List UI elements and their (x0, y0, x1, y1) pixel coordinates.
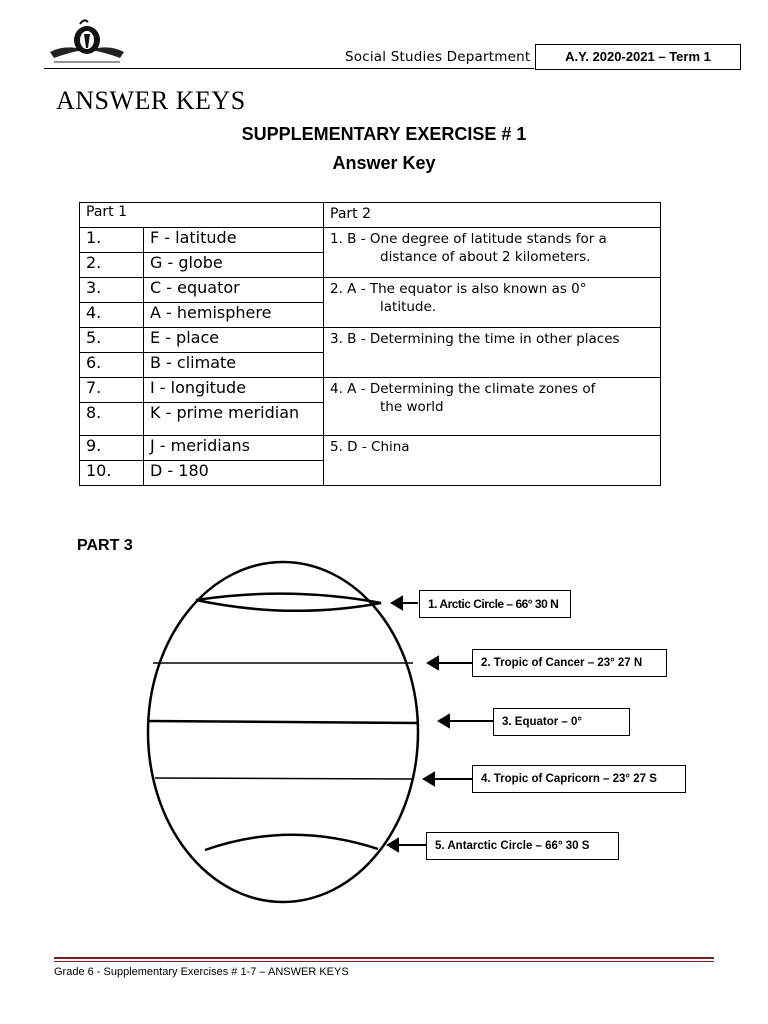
answer-table (79, 202, 661, 486)
label-antarctic-circle: 5. Antarctic Circle – 66° 30 S (426, 832, 619, 860)
page-title: ANSWER KEYS (56, 86, 246, 115)
part2-line: the world (380, 399, 444, 415)
arrow-head-icon (428, 657, 438, 669)
part2-header: Part 2 (324, 203, 661, 228)
footer-divider (54, 957, 714, 959)
arctic-circle-line (196, 594, 381, 611)
arrow-head-icon (388, 839, 398, 851)
label-equator: 3. Equator – 0° (493, 708, 630, 736)
arrow-head-icon (424, 773, 434, 785)
part2-answer (324, 328, 661, 378)
part3-heading: PART 3 (77, 537, 133, 554)
part2-answer (324, 228, 661, 278)
part1-answer: I - longitude (144, 378, 324, 403)
tropic-of-capricorn-line (155, 778, 412, 779)
part2-line: 1. B - One degree of latitude stands for a (330, 231, 607, 247)
label-arctic-circle: 1. Arctic Circle – 66° 30 N (419, 590, 571, 618)
part2-answer (324, 378, 661, 436)
part1-answer: D - 180 (144, 461, 324, 486)
part1-answer: F - latitude (144, 228, 324, 253)
footer-text: Grade 6 - Supplementary Exercises # 1-7 – ANSWER KEYS (54, 966, 349, 978)
part1-number: 4. (80, 303, 144, 328)
antarctic-circle-line (205, 835, 378, 850)
part2-line: latitude. (380, 299, 437, 315)
part2-line: 3. B - Determining the time in other places (330, 331, 620, 347)
globe-outline (148, 562, 418, 902)
part2-line: distance of about 2 kilometers. (380, 249, 591, 265)
part2-line: 5. D - China (330, 439, 410, 455)
arrow-head-icon (439, 715, 449, 727)
school-emblem-icon (44, 18, 130, 68)
part1-number: 1. (80, 228, 144, 253)
exercise-title: SUPPLEMENTARY EXERCISE # 1 (241, 124, 527, 144)
part1-number: 8. (80, 403, 144, 436)
part1-number: 3. (80, 278, 144, 303)
part2-answer (324, 278, 661, 328)
part1-answer: G - globe (144, 253, 324, 278)
part1-number: 2. (80, 253, 144, 278)
part1-answer: A - hemisphere (144, 303, 324, 328)
part1-number: 7. (80, 378, 144, 403)
answer-key-title: Answer Key (332, 153, 436, 173)
part2-line: 4. A - Determining the climate zones of (330, 381, 596, 397)
equator-line (148, 721, 418, 723)
header-divider (44, 68, 534, 69)
label-tropic-of-capricorn: 4. Tropic of Capricorn – 23° 27 S (472, 765, 686, 793)
part1-answer: J - meridians (144, 436, 324, 461)
part1-header: Part 1 (80, 203, 324, 228)
part1-number: 9. (80, 436, 144, 461)
part1-answer: C - equator (144, 278, 324, 303)
department-name: Social Studies Department (345, 49, 531, 65)
part1-answer: B - climate (144, 353, 324, 378)
part1-number: 5. (80, 328, 144, 353)
part2-answer (324, 436, 661, 486)
part1-answer: K - prime meridian (144, 403, 324, 436)
footer-divider (54, 961, 714, 962)
part1-number: 10. (80, 461, 144, 486)
part2-line: 2. A - The equator is also known as 0° (330, 281, 587, 297)
part1-number: 6. (80, 353, 144, 378)
arrow-head-icon (392, 597, 402, 609)
academic-year-box: A.Y. 2020-2021 – Term 1 (535, 44, 741, 70)
part1-answer: E - place (144, 328, 324, 353)
label-tropic-of-cancer: 2. Tropic of Cancer – 23° 27 N (472, 649, 667, 677)
